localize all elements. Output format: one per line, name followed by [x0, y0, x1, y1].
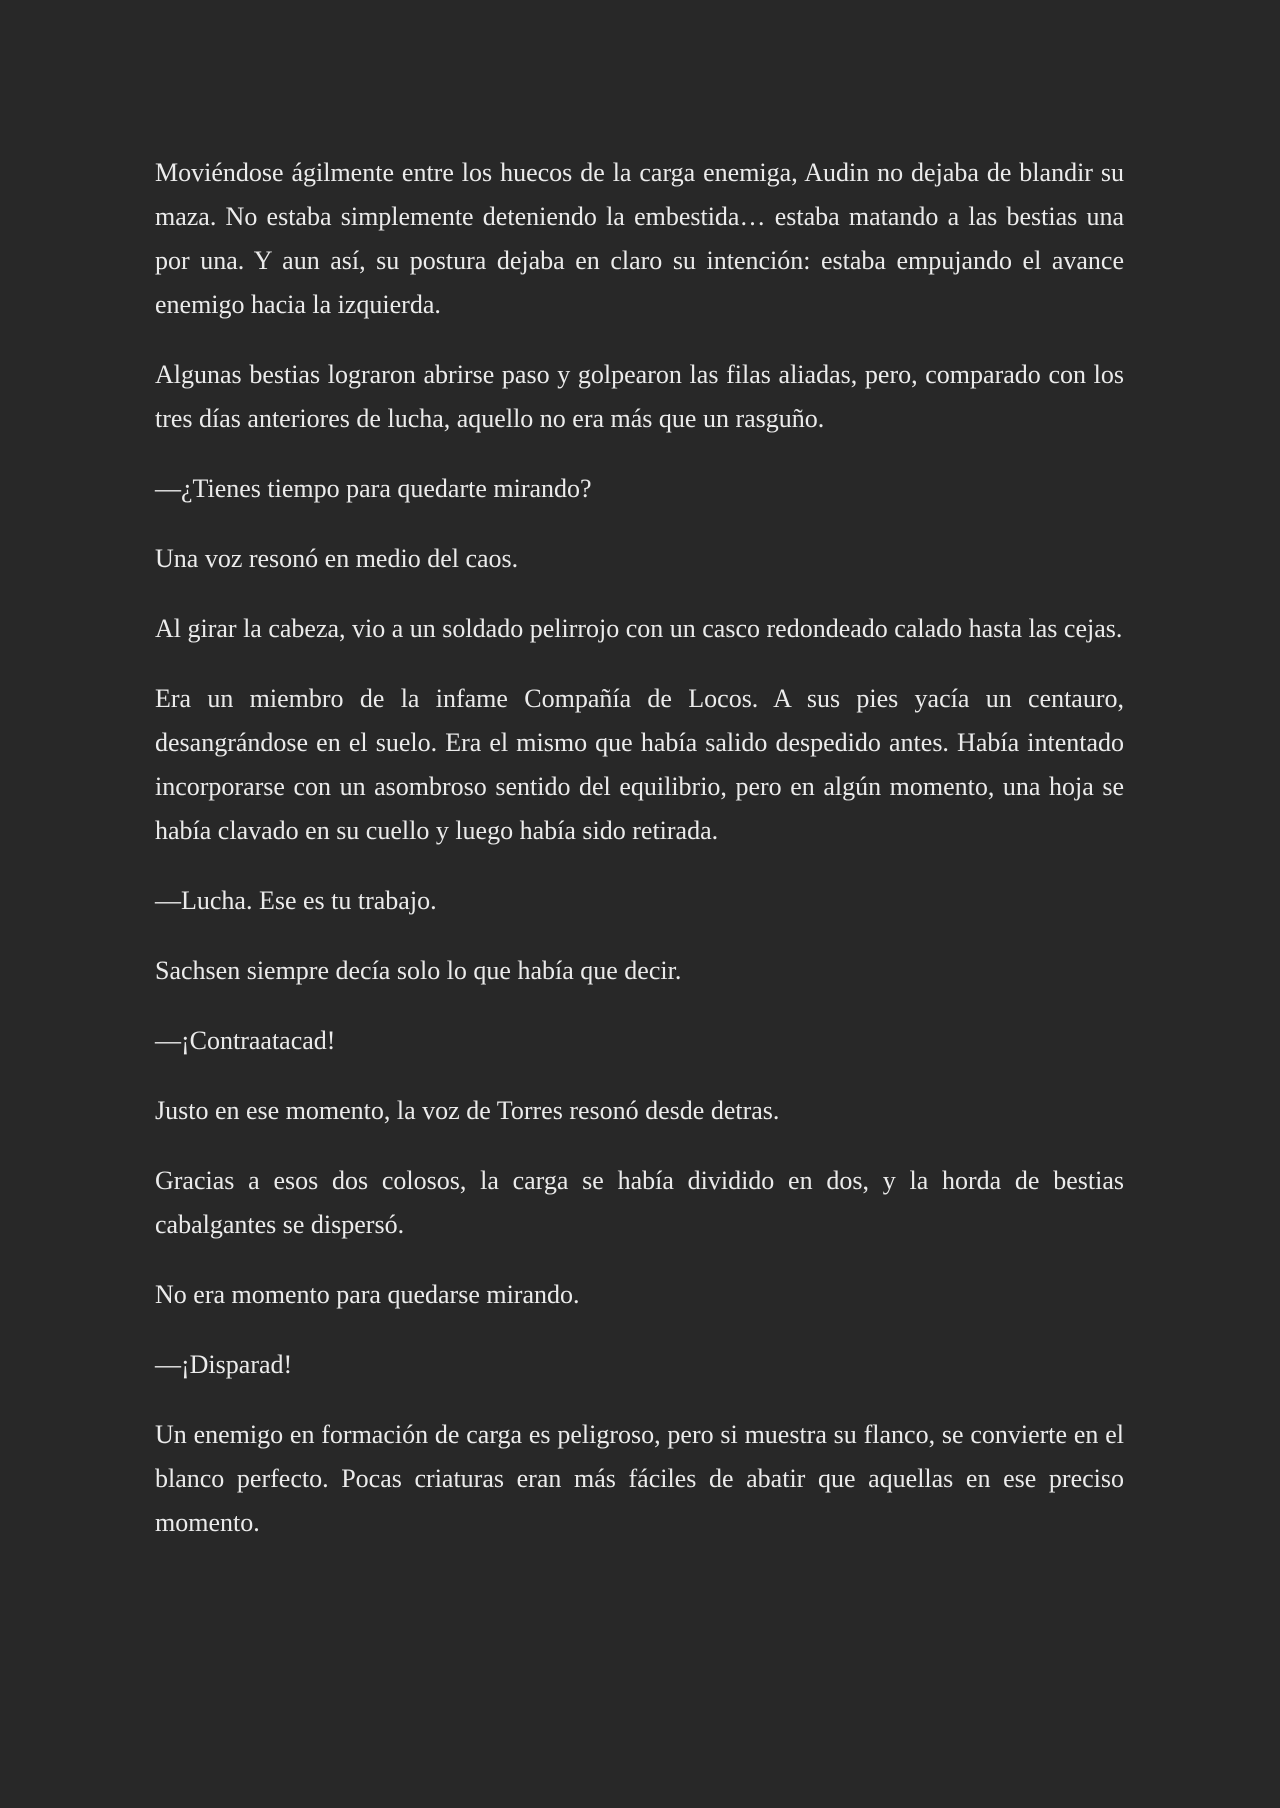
- dialogue-line: —¿Tienes tiempo para quedarte mirando?: [155, 474, 592, 503]
- paragraph: Sachsen siempre decía solo lo que había que decir.: [155, 956, 682, 985]
- dialogue-line: —¡Contraatacad!: [155, 1026, 336, 1055]
- paragraph: Algunas bestias lograron abrirse paso y golpearon las filas aliadas, pero, comparado con los tres días anteriores de lucha, aquello no era más que un rasguño.: [155, 360, 1124, 433]
- paragraph: Al girar la cabeza, vio a un soldado pelirrojo con un casco redondeado calado hasta las cejas.: [155, 614, 1123, 643]
- paragraph: Una voz resonó en medio del caos.: [155, 544, 519, 573]
- paragraph: Gracias a esos dos colosos, la carga se había dividido en dos, y la horda de bestias cabalgantes se dispersó.: [155, 1166, 1124, 1239]
- paragraph: Justo en ese momento, la voz de Torres resonó desde detras.: [155, 1096, 780, 1125]
- dialogue-line: —¡Disparad!: [155, 1350, 293, 1379]
- dialogue-line: —Lucha. Ese es tu trabajo.: [155, 886, 437, 915]
- paragraph: No era momento para quedarse mirando.: [155, 1280, 580, 1309]
- paragraph: Moviéndose ágilmente entre los huecos de la carga enemiga, Audin no dejaba de blandir su maza. No estaba simplemente deteniendo la embestida… estaba matando a las bestias una por una. Y aun así, su postura dejaba en claro su intención: estaba empujando el avance enemigo hacia la izquierda.: [155, 158, 1124, 319]
- paragraph: Era un miembro de la infame Compañía de Locos. A sus pies yacía un centauro, desangrándose en el suelo. Era el mismo que había salido despedido antes. Había intentado incorporarse con un asombroso sentido del equilibrio, pero en algún momento, una hoja se había clavado en su cuello y luego había sido retirada.: [155, 684, 1124, 845]
- paragraph: Un enemigo en formación de carga es peligroso, pero si muestra su flanco, se convierte en el blanco perfecto. Pocas criaturas eran más fáciles de abatir que aquellas en ese preciso momento.: [155, 1420, 1124, 1537]
- reader-page: [155, 151, 1124, 1571]
